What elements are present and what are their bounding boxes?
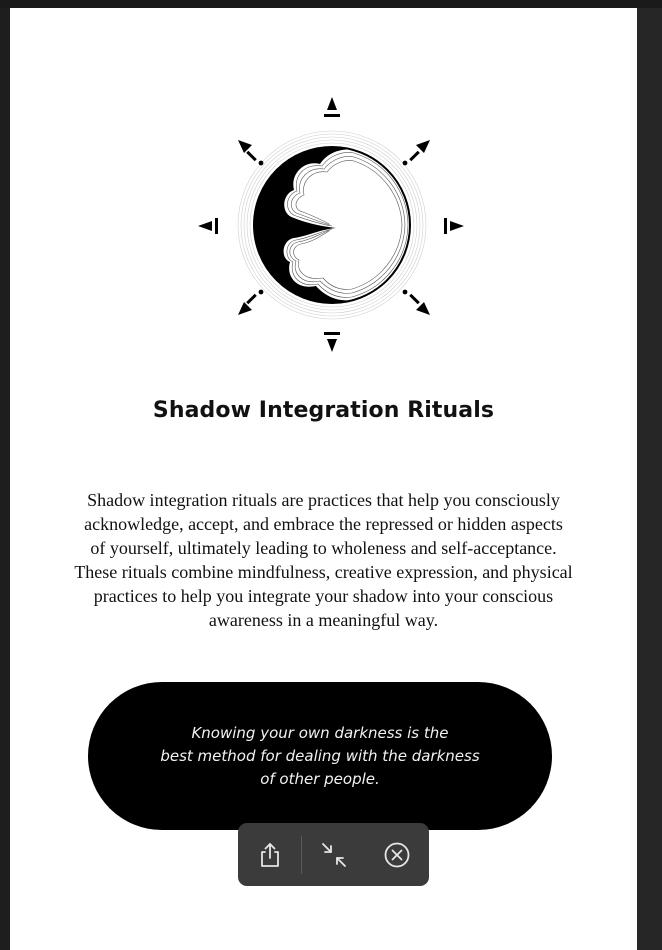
- document-page: [10, 8, 637, 950]
- body-line: These rituals combine mindfulness, creative expression, and physical: [74, 562, 573, 582]
- body-line: awareness in a meaningful way.: [208, 610, 439, 630]
- page-title: Shadow Integration Rituals: [152, 398, 495, 423]
- quote-text: [88, 722, 552, 791]
- quote-line: of other people.: [260, 770, 380, 788]
- body-line: acknowledge, accept, and embrace the repressed or hidden aspects: [84, 514, 563, 534]
- top-frame-bar: [0, 0, 662, 8]
- moon-emblem-icon: [186, 90, 478, 362]
- viewer-toolbar: [238, 823, 429, 886]
- collapse-icon: [320, 841, 348, 869]
- quote-line: Knowing your own darkness is the: [191, 724, 449, 742]
- share-button[interactable]: [238, 823, 301, 886]
- quote-banner: [88, 682, 552, 830]
- close-circle-icon: [383, 841, 411, 869]
- share-icon: [257, 841, 283, 869]
- right-scroll-rail[interactable]: [637, 8, 662, 950]
- body-paragraph: [60, 488, 587, 632]
- exit-fullscreen-button[interactable]: [302, 823, 365, 886]
- body-line: practices to help you integrate your shadow into your conscious: [93, 586, 554, 606]
- body-line: Shadow integration rituals are practices that help you consciously: [87, 490, 560, 510]
- body-line: of yourself, ultimately leading to wholeness and self-acceptance.: [90, 538, 557, 558]
- close-button[interactable]: [366, 823, 429, 886]
- quote-line: best method for dealing with the darkness: [160, 747, 480, 765]
